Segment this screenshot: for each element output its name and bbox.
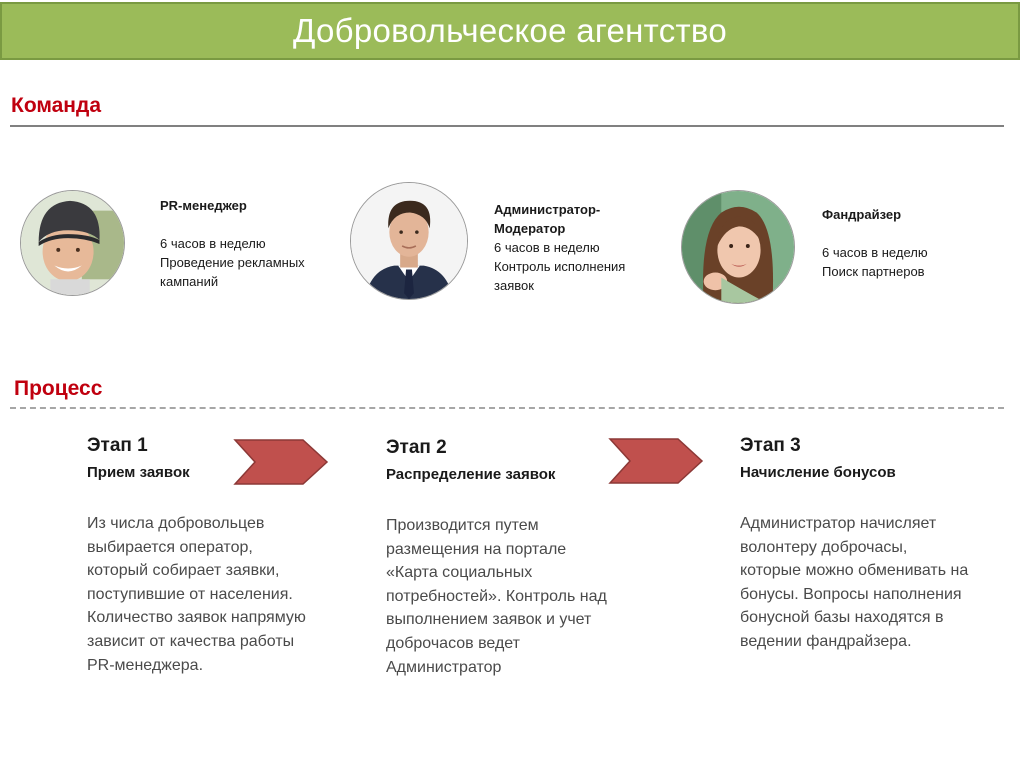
title-banner [0, 2, 1020, 60]
chevron-arrow-right-icon [233, 438, 329, 486]
stage-description: Производится путем размещения на портале «Карта социальных потребностей». Контроль над выполнением заявок и учет доброчасов ведет Администратор [386, 517, 607, 676]
member-role: PR-менеджер [160, 198, 247, 213]
member-role: Администратор-Модератор [494, 202, 601, 236]
member-role: Фандрайзер [822, 207, 902, 222]
administrator-photo [351, 183, 467, 299]
member-administrator [494, 200, 654, 295]
stage-number: Этап 2 [386, 437, 447, 458]
stage-name: Прием заявок [87, 464, 190, 481]
stage-description: Из числа добровольцев выбирается оператор, который собирает заявки, поступившие от населения. Количество заявок напрямую зависит от качества работы PR-менеджера. [87, 515, 306, 674]
stage-number: Этап 3 [740, 435, 801, 456]
avatar-fundraiser [681, 190, 795, 304]
team-section-title: Команда [11, 94, 101, 117]
stage-2 [386, 436, 616, 679]
process-divider [10, 407, 1004, 409]
member-fundraiser [822, 205, 982, 281]
member-duty: Поиск партнеров [822, 264, 925, 279]
stage-name: Начисление бонусов [740, 464, 896, 481]
member-duty: Контроль исполнения заявок [494, 259, 626, 293]
page-title: Добровольческое агентство [292, 12, 728, 49]
team-divider [10, 125, 1004, 127]
avatar-administrator [350, 182, 468, 300]
member-duty: Проведение рекламных кампаний [160, 255, 305, 289]
stage-3 [740, 434, 970, 654]
stage-number: Этап 1 [87, 435, 148, 456]
member-pr-manager [160, 196, 340, 291]
member-hours: 6 часов в неделю [494, 240, 600, 255]
stage-name: Распределение заявок [386, 466, 556, 483]
avatar-pr-manager [20, 190, 125, 296]
member-hours: 6 часов в неделю [160, 236, 266, 251]
chevron-arrow-right-icon [608, 437, 704, 485]
fundraiser-photo [682, 191, 794, 303]
process-section-title: Процесс [14, 377, 103, 400]
pr-manager-photo [21, 191, 124, 295]
member-hours: 6 часов в неделю [822, 245, 928, 260]
stage-description: Администратор начисляет волонтеру доброчасы, которые можно обменивать на бонусы. Вопросы наполнения бонусной базы находятся в ведении фандрайзера. [740, 515, 969, 650]
